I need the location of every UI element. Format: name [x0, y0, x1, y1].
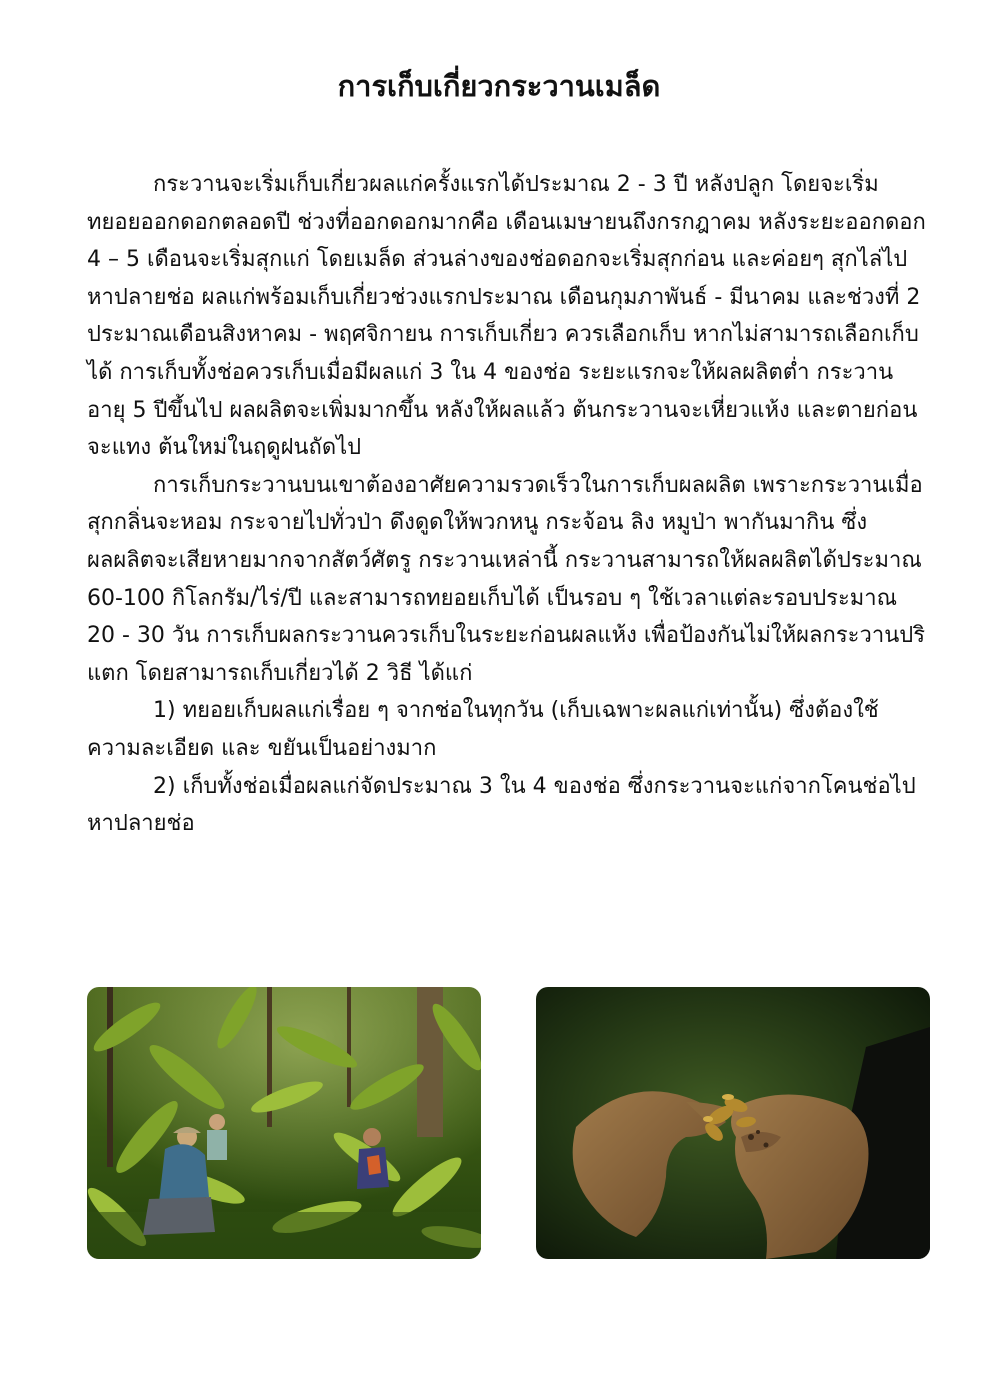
- paragraph-harvest-methods: การเก็บกระวานบนเขาต้องอาศัยความรวดเร็วในการเก็บผลผลิต เพราะกระวานเมื่อสุกกลิ่นจะหอม กระจายไปทั่วป่า ดึงดูดให้พวกหนู กระจ้อน ลิง หมูป่า พากันมากิน ซึ่งผลผลิตจะเสียหายมากจากสัตว์ศัตรู กระวานเหล่านี้ กระวานสามารถให้ผลผลิตได้ประมาณ 60-100 กิโลกรัม/ไร่/ปี และสามารถทยอยเก็บได้ เป็นรอบ ๆ ใช้เวลาแต่ละรอบประมาณ 20 - 30 วัน การเก็บผลกระวานควรเก็บในระยะก่อนผลแห้ง เพื่อป้องกันไม่ให้ผลกระวานปริแตก โดยสามารถเก็บเกี่ยวได้ 2 วิธี ได้แก่: [87, 472, 926, 686]
- paragraph-method-one: 1) ทยอยเก็บผลแก่เรื่อย ๆ จากช่อในทุกวัน (เก็บเฉพาะผลแก่เท่านั้น) ซึ่งต้องใช้ความละเอียด และ ขยันเป็นอย่างมาก: [87, 698, 879, 761]
- body-text: [87, 166, 927, 843]
- page-title: การเก็บเกี่ยวกระวานเมล็ด: [337, 69, 661, 103]
- paragraph-harvest-timing: กระวานจะเริ่มเก็บเกี่ยวผลแก่ครั้งแรกได้ประมาณ 2 - 3 ปี หลังปลูก โดยจะเริ่มทยอยออกดอกตลอดปี ช่วงที่ออกดอกมากคือ เดือนเมษายนถึงกรกฎาคม หลังระยะออกดอก 4 – 5 เดือนจะเริ่มสุกแก่ โดยเมล็ด ส่วนล่างของช่อดอกจะเริ่มสุกก่อน และค่อยๆ สุกไล่ไปหาปลายช่อ ผลแก่พร้อมเก็บเกี่ยวช่วงแรกประมาณ เดือนกุมภาพันธ์ - มีนาคม และช่วงที่ 2 ประมาณเดือนสิงหาคม - พฤศจิกายน การเก็บเกี่ยว ควรเลือกเก็บ หากไม่สามารถเลือกเก็บได้ การเก็บทั้งช่อควรเก็บเมื่อมีผลแก่ 3 ใน 4 ของช่อ ระยะแรกจะให้ผลผลิตต่ำ กระวานอายุ 5 ปีขึ้นไป ผลผลิตจะเพิ่มมากขึ้น หลังให้ผลแล้ว ต้นกระวานจะเหี่ยวแห้ง และตายก่อนจะแทง ต้นใหม่ในฤดูฝนถัดไป: [87, 172, 926, 461]
- forest-harvest-photo: [87, 987, 481, 1259]
- hands-cardamom-photo: [536, 987, 930, 1259]
- paragraph-method-two: 2) เก็บทั้งช่อเมื่อผลแก่จัดประมาณ 3 ใน 4 ของช่อ ซึ่งกระวานจะแก่จากโคนช่อไปหาปลายช่อ: [87, 773, 916, 837]
